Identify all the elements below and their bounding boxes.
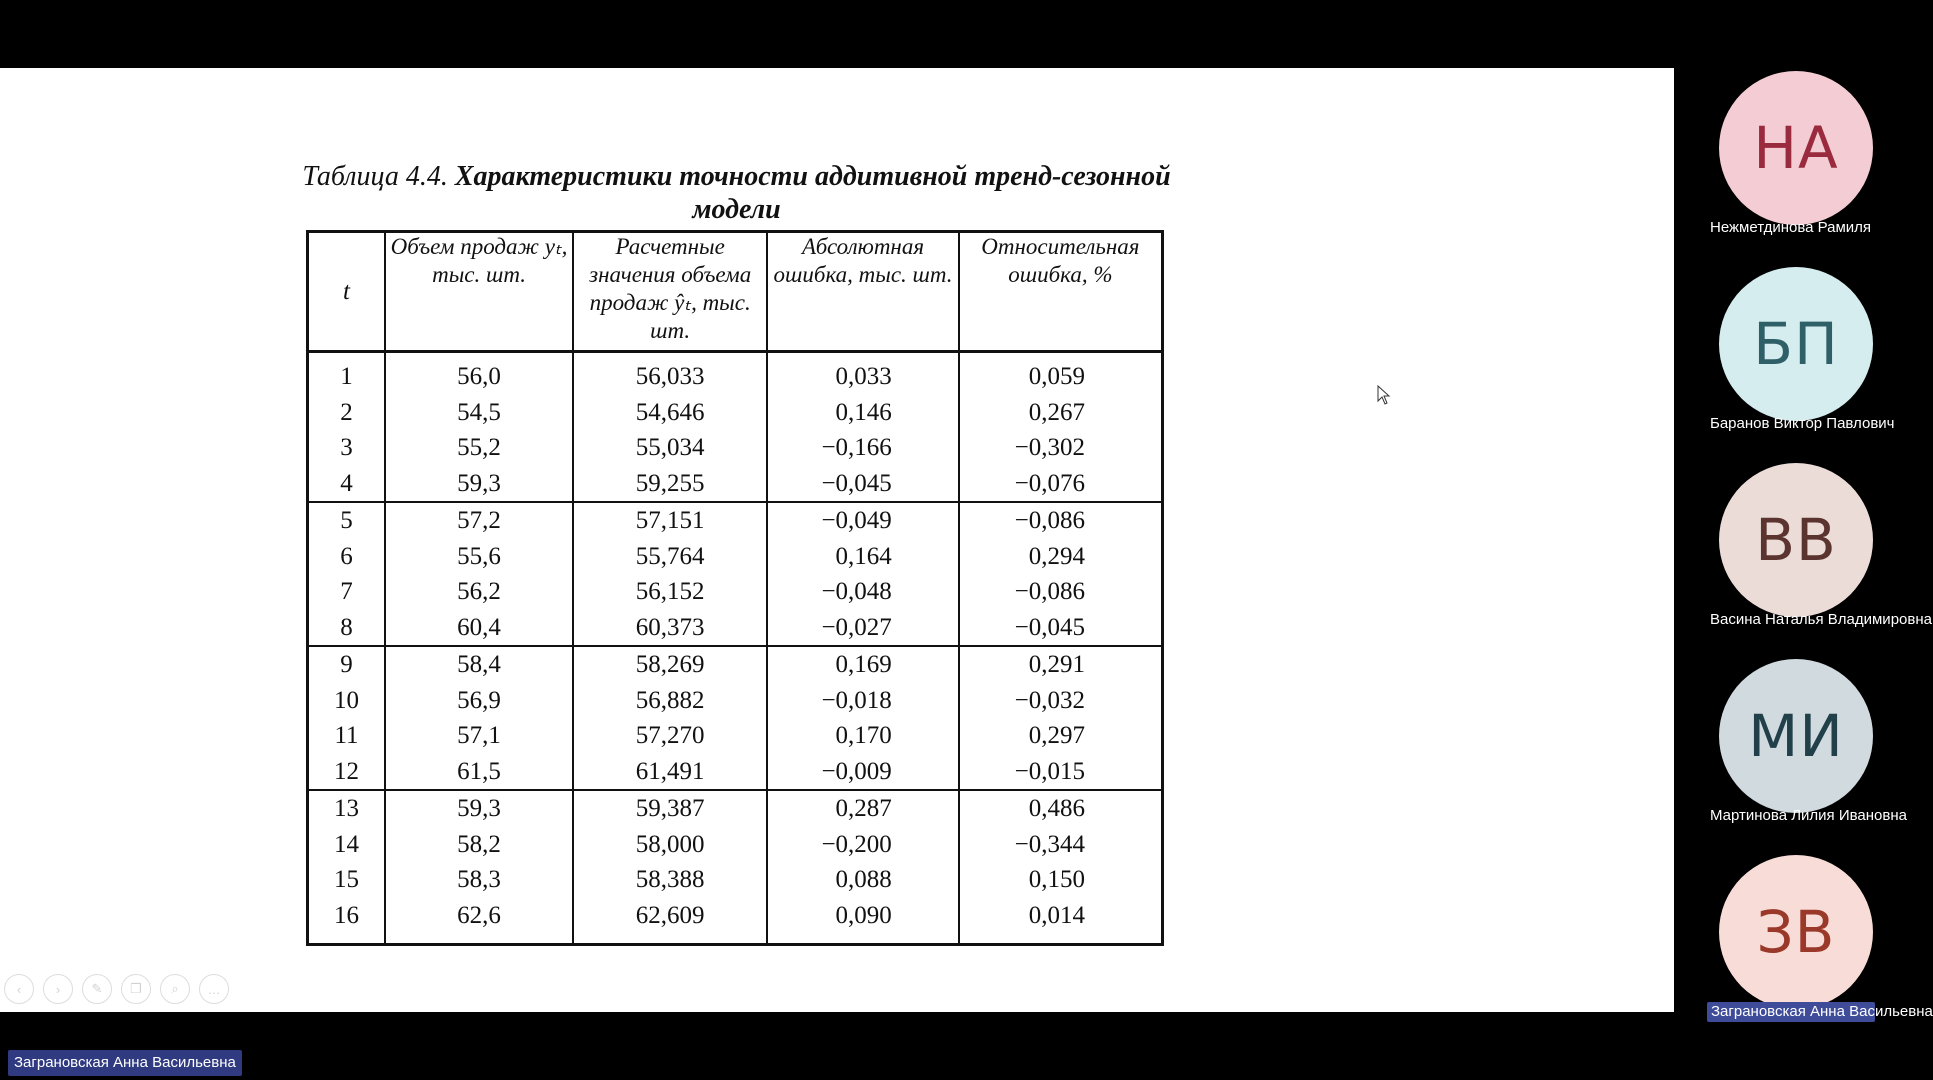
participant-tile[interactable] <box>1700 264 1920 460</box>
table-row <box>308 862 1163 898</box>
cell-absolute-error: −0,045 <box>767 466 958 503</box>
table-row <box>308 718 1163 754</box>
cell-absolute-error: −0,018 <box>767 683 958 719</box>
avatar: НА <box>1719 71 1873 225</box>
participant-name: Нежметдинова Рамиля <box>1710 219 1872 236</box>
cell-estimated-volume: 57,270 <box>573 718 767 754</box>
cell-t: 10 <box>308 683 386 719</box>
cell-sales-volume: 54,5 <box>385 395 573 431</box>
participant-name: Мартинова Лилия Ивановна <box>1710 807 1907 824</box>
header-sales-volume: Объем продаж yₜ, тыс. шт. <box>385 232 573 352</box>
cell-t: 1 <box>308 352 386 395</box>
presenter-name-label: Заграновская Анна Васильевна <box>8 1050 242 1076</box>
table-row <box>308 754 1163 791</box>
cell-sales-volume: 58,2 <box>385 827 573 863</box>
participant-name: Баранов Виктор Павлович <box>1710 415 1895 432</box>
cell-absolute-error: −0,009 <box>767 754 958 791</box>
table-header-row <box>308 232 1163 352</box>
participant-tile[interactable] <box>1700 460 1932 656</box>
cell-relative-error: 0,297 <box>1028 722 1085 750</box>
cell-t: 5 <box>308 502 386 539</box>
cell-absolute-error: −0,048 <box>767 574 958 610</box>
cell-absolute-error: 0,287 <box>767 790 958 827</box>
cell-t: 2 <box>308 395 386 431</box>
cell-estimated-volume: 59,387 <box>573 790 767 827</box>
prev-slide-icon[interactable]: ‹ <box>4 974 34 1004</box>
cell-relative-error: −0,015 <box>959 754 1163 791</box>
cell-estimated-volume: 57,151 <box>573 502 767 539</box>
cell-relative-error: −0,032 <box>1014 686 1085 714</box>
table-row <box>308 898 1163 945</box>
cell-sales-volume: 57,1 <box>385 718 573 754</box>
cell-absolute-error: 0,169 <box>767 646 958 683</box>
table-row <box>308 683 1163 719</box>
cell-absolute-error: −0,049 <box>767 502 958 539</box>
cell-sales-volume: 58,3 <box>385 862 573 898</box>
cell-relative-error: 0,294 <box>1028 542 1085 570</box>
cell-absolute-error: 0,146 <box>767 395 958 431</box>
cell-sales-volume: 58,4 <box>385 646 573 683</box>
cell-estimated-volume: 54,646 <box>573 395 767 431</box>
slide-toolbar <box>4 974 229 1004</box>
cell-absolute-error: −0,200 <box>767 827 958 863</box>
header-absolute-error: Абсолютная ошибка, тыс. шт. <box>767 232 958 352</box>
mouse-cursor-icon <box>1377 385 1391 405</box>
cell-estimated-volume: 56,882 <box>573 683 767 719</box>
cell-relative-error: −0,045 <box>959 610 1163 647</box>
cell-sales-volume: 55,2 <box>385 430 573 466</box>
cell-estimated-volume: 55,764 <box>573 539 767 575</box>
cell-t: 8 <box>308 610 386 647</box>
cell-absolute-error: −0,027 <box>767 610 958 647</box>
table-row <box>308 395 1163 431</box>
cell-estimated-volume: 56,033 <box>573 352 767 395</box>
cell-relative-error: −0,302 <box>1014 434 1085 462</box>
participant-tile[interactable] <box>1700 656 1920 852</box>
cell-relative-error: −0,086 <box>1014 507 1085 535</box>
cell-estimated-volume: 58,000 <box>573 827 767 863</box>
caption-prefix: Таблица 4.4. <box>302 161 448 192</box>
cell-absolute-error: 0,088 <box>767 862 958 898</box>
cell-absolute-error: −0,166 <box>767 430 958 466</box>
cell-t: 11 <box>308 718 386 754</box>
cell-sales-volume: 57,2 <box>385 502 573 539</box>
header-relative-error: Относительная ошибка, % <box>959 232 1163 352</box>
cell-sales-volume: 62,6 <box>385 898 573 945</box>
cell-t: 14 <box>308 827 386 863</box>
cell-estimated-volume: 55,034 <box>573 430 767 466</box>
cell-sales-volume: 56,9 <box>385 683 573 719</box>
cell-sales-volume: 59,3 <box>385 466 573 503</box>
cell-absolute-error: 0,090 <box>767 898 958 945</box>
cell-relative-error: 0,014 <box>1028 901 1085 929</box>
next-slide-icon[interactable]: › <box>43 974 73 1004</box>
participant-name: Васина Наталья Владимировна <box>1710 611 1932 628</box>
cell-estimated-volume: 60,373 <box>573 610 767 647</box>
table-row <box>308 827 1163 863</box>
cell-estimated-volume: 58,269 <box>573 646 767 683</box>
cell-sales-volume: 56,0 <box>385 352 573 395</box>
cell-sales-volume: 60,4 <box>385 610 573 647</box>
cell-sales-volume: 59,3 <box>385 790 573 827</box>
table-caption <box>300 160 1173 226</box>
cell-t: 13 <box>308 790 386 827</box>
participant-tile[interactable] <box>1700 852 1933 1048</box>
cell-relative-error: 0,059 <box>1028 363 1085 391</box>
cell-relative-error: −0,086 <box>1014 578 1085 606</box>
zoom-icon[interactable]: ⌕ <box>160 974 190 1004</box>
cell-estimated-volume: 59,255 <box>573 466 767 503</box>
table-row <box>308 502 1163 539</box>
cell-estimated-volume: 61,491 <box>573 754 767 791</box>
cell-t: 7 <box>308 574 386 610</box>
participant-name: Заграновская Анна Васильевна <box>1707 1002 1875 1022</box>
cell-estimated-volume: 56,152 <box>573 574 767 610</box>
cell-relative-error: −0,076 <box>959 466 1163 503</box>
accuracy-table <box>306 230 1164 946</box>
cell-estimated-volume: 62,609 <box>573 898 767 945</box>
cell-t: 4 <box>308 466 386 503</box>
table-row <box>308 352 1163 395</box>
cell-t: 3 <box>308 430 386 466</box>
table-row <box>308 790 1163 827</box>
cell-t: 12 <box>308 754 386 791</box>
cell-t: 15 <box>308 862 386 898</box>
header-estimated-volume: Расчетные значения объема продаж ŷₜ, тыс. шт. <box>573 232 767 352</box>
caption-title: Характеристики точности аддитивной тренд-сезонной модели <box>454 161 1171 225</box>
avatar: МИ <box>1719 659 1873 813</box>
table-row <box>308 646 1163 683</box>
table-row <box>308 539 1163 575</box>
cell-relative-error: 0,150 <box>1028 866 1085 894</box>
cell-t: 16 <box>308 898 386 945</box>
table-row <box>308 430 1163 466</box>
slides-grid-icon[interactable]: ❐ <box>121 974 151 1004</box>
participant-tile[interactable] <box>1700 68 1920 264</box>
shared-slide <box>0 68 1674 1012</box>
avatar: ВВ <box>1719 463 1873 617</box>
header-t: t <box>308 232 386 352</box>
cell-relative-error: 0,267 <box>1028 398 1085 426</box>
cell-absolute-error: 0,164 <box>767 539 958 575</box>
pen-icon[interactable]: ✎ <box>82 974 112 1004</box>
cell-absolute-error: 0,033 <box>767 352 958 395</box>
cell-relative-error: −0,344 <box>1014 830 1085 858</box>
cell-sales-volume: 55,6 <box>385 539 573 575</box>
cell-t: 6 <box>308 539 386 575</box>
cell-estimated-volume: 58,388 <box>573 862 767 898</box>
cell-sales-volume: 56,2 <box>385 574 573 610</box>
more-options-icon[interactable]: … <box>199 974 229 1004</box>
cell-relative-error: 0,486 <box>1028 795 1085 823</box>
table-row <box>308 574 1163 610</box>
table-row <box>308 466 1163 503</box>
cell-sales-volume: 61,5 <box>385 754 573 791</box>
cell-t: 9 <box>308 646 386 683</box>
cell-relative-error: 0,291 <box>1028 651 1085 679</box>
avatar: БП <box>1719 267 1873 421</box>
cell-absolute-error: 0,170 <box>767 718 958 754</box>
avatar: ЗВ <box>1719 855 1873 1009</box>
table-row <box>308 610 1163 647</box>
